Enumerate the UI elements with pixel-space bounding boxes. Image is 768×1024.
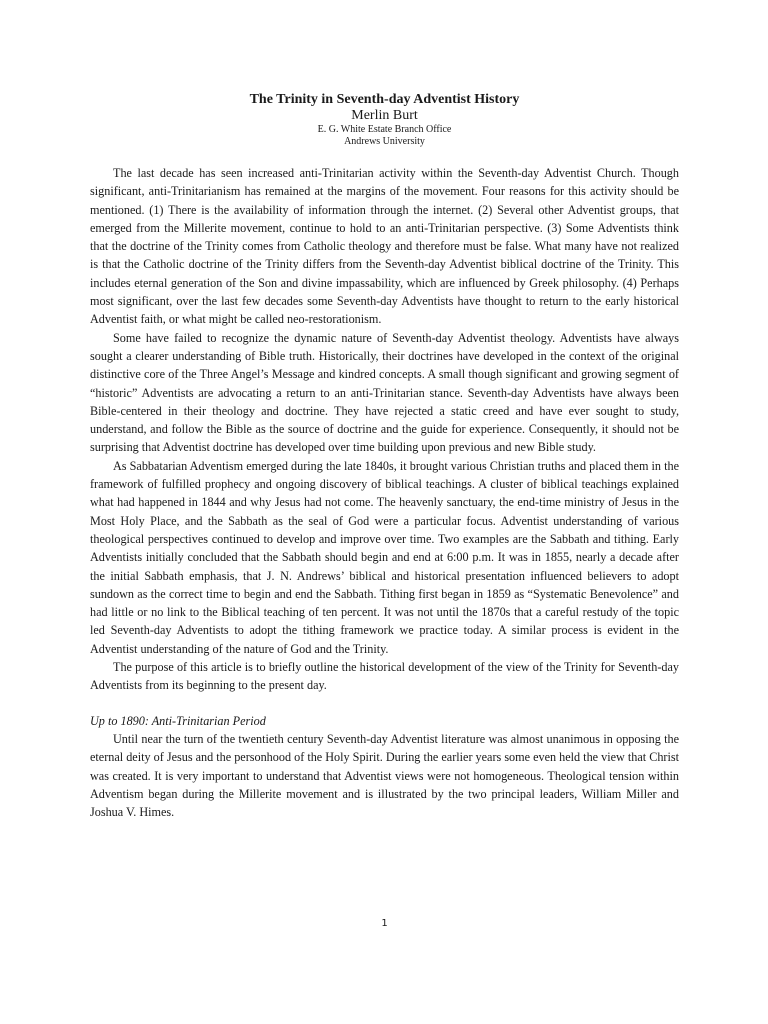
body-paragraph: As Sabbatarian Adventism emerged during the late 1840s, it brought various Christian truths and placed them in the framework of fulfilled prophecy and ongoing discovery of biblical teachings. A cluster of biblical teachings explained what had happened in 1844 and why Jesus had not come. The heavenly sanctuary, the end-time ministry of Jesus in the Most Holy Place, and the Sabbath as the seal of God were a particular focus. Adventist understanding of various theological perspectives continued to develop and improve over time. Two examples are the Sabbath and tithing. Early Adventists initially concluded that the Sabbath should begin and end at 6:00 p.m. It was in 1855, nearly a decade after the initial Sabbath emphasis, that J. N. Andrews’ biblical and historical presentation influenced believers to adopt sundown as the correct time to begin and end the Sabbath. Tithing first began in 1859 as “Systematic Benevolence” and had little or no link to the Biblical teaching of ten percent. It was not until the 1870s that a careful restudy of the topic led Seventh-day Adventists to adopt the tithing framework we practice today. A similar process is evident in the Adventist understanding of the nature of God and the Trinity. xyxy=(90,458,679,656)
document-page xyxy=(90,0,679,1024)
section-paragraph: Until near the turn of the twentieth century Seventh-day Adventist literature was almost unanimous in opposing the eternal deity of Jesus and the personhood of the Holy Spirit. During the earlier years some even held the view that Christ was created. It is very important to understand that Adventist views were not homogeneous. Theological tension within Adventism began during the Millerite movement and is illustrated by the two principal leaders, William Miller and Joshua V. Himes. xyxy=(90,731,679,820)
section-heading: Up to 1890: Anti-Trinitarian Period xyxy=(90,713,266,728)
document-body xyxy=(90,164,679,821)
affiliation-line-1: E. G. White Estate Branch Office xyxy=(317,124,452,135)
body-paragraph: Some have failed to recognize the dynamic nature of Seventh-day Adventist theology. Adventists have always sought a clearer understanding of Bible truth. Historically, their doctrines have developed in the context of the original distinctive core of the Three Angel’s Message and kindred concepts. A small though significant and growing segment of “historic” Adventists are advocating a return to an anti-Trinitarian stance. Seventh-day Adventists have always been Bible-centered in their theology and doctrine. They have rejected a static creed and have ever sought to study, understand, and follow the Bible as the source of doctrine and the guide for experience. Consequently, it should not be surprising that Adventist doctrine has developed over time building upon previous and new Bible study. xyxy=(90,330,679,455)
page-number: 1 xyxy=(381,918,388,929)
author-name: Merlin Burt xyxy=(351,108,418,123)
body-paragraph: The last decade has seen increased anti-Trinitarian activity within the Seventh-day Adventist Church. Though significant, anti-Trinitarianism has remained at the margins of the movement. Four reasons for this activity should be mentioned. (1) There is the availability of information through the internet. (2) Several other Adventist groups, that emerged from the Millerite movement, continue to hold to an anti-Trinitarian perspective. (3) Some Adventists think that the doctrine of the Trinity comes from Catholic theology and therefore must be false. What many have not realized is that the Catholic doctrine of the Trinity differs from the Seventh-day Adventist biblical doctrine of the Trinity. This includes eternal generation of the Son and divine impassability, which are influenced by Greek philosophy. (4) Perhaps most significant, over the last few decades some Seventh-day Adventists have thought to return to the early historical Adventist faith, or what might be called neo-restorationism. xyxy=(90,166,679,327)
document-title: The Trinity in Seventh-day Adventist History xyxy=(249,92,520,107)
affiliation-line-2: Andrews University xyxy=(344,136,425,147)
body-paragraph: The purpose of this article is to briefly outline the historical development of the view of the Trinity for Seventh-day Adventists from its beginning to the present day. xyxy=(90,660,679,693)
